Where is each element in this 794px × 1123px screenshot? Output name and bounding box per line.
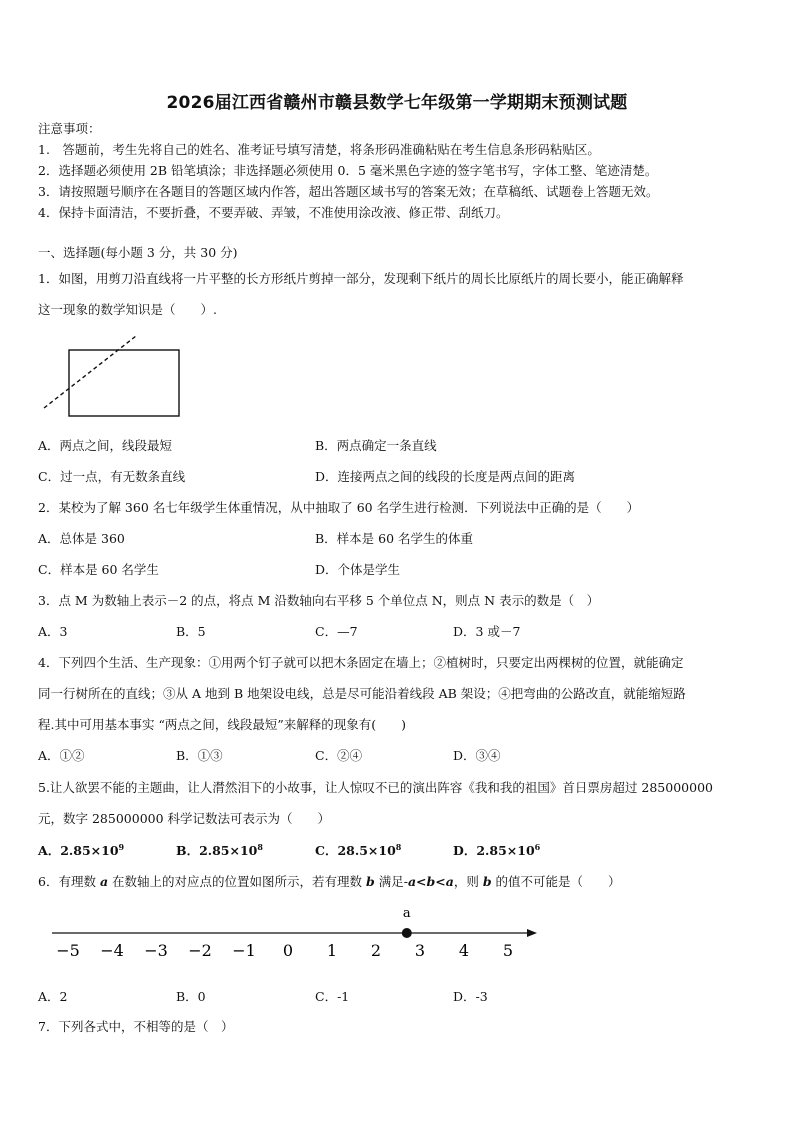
q6-number-line: [40, 900, 550, 970]
cut-line: [44, 336, 136, 408]
point-a-label: a: [402, 906, 411, 921]
tick-label: 1: [326, 941, 338, 960]
tick-label: 4: [458, 941, 470, 960]
q2-option-d[interactable]: D．个体是学生: [315, 562, 401, 577]
number-line-arrow: [527, 929, 537, 937]
q6-option-b[interactable]: B．0: [176, 989, 206, 1004]
q6-option-a[interactable]: A．2: [38, 989, 68, 1004]
q6-option-c[interactable]: C．-1: [315, 989, 350, 1004]
tick-label: −5: [56, 941, 80, 960]
q5-option-d-exponent: 6: [534, 841, 541, 852]
q6-var-b: b: [366, 874, 375, 889]
q5-option-b[interactable]: [176, 843, 263, 859]
q6-stem-part2: 在数轴上的对应点的位置如图所示，若有理数: [108, 874, 366, 889]
paper-rectangle: [69, 350, 179, 416]
q5-option-a-base: A．2.85×10: [38, 843, 119, 858]
q1-rectangle-figure: [40, 334, 190, 424]
q5-option-d[interactable]: [453, 843, 540, 859]
notice-item-4: 4．保持卡面清洁，不要折叠，不要弄破、弄皱，不准使用涂改液、修正带、刮纸刀。: [38, 205, 509, 220]
q4-stem-line1: 4．下列四个生活、生产现象：①用两个钉子就可以把木条固定在墙上；②植树时，只要定出两棵树的位置，就能确定: [38, 655, 684, 670]
tick-label: −1: [232, 941, 256, 960]
q5-option-a[interactable]: [38, 843, 124, 859]
q6-option-d[interactable]: D．-3: [453, 989, 488, 1004]
q1-stem-line1: 1．如图，用剪刀沿直线将一片平整的长方形纸片剪掉一部分，发现剩下纸片的周长比原纸片的周长要小，能正确解释: [38, 271, 684, 286]
q5-option-a-exponent: 9: [118, 841, 125, 852]
q2-option-b[interactable]: B．样本是 60 名学生的体重: [315, 531, 474, 546]
q4-stem-line3: 程.其中可用基本事实 “两点之间，线段最短”来解释的现象有( ): [38, 717, 406, 732]
q2-option-c[interactable]: C．样本是 60 名学生: [38, 562, 159, 577]
q2-option-a[interactable]: A．总体是 360: [38, 531, 125, 546]
notice-heading: 注意事项：: [38, 121, 101, 136]
q7-stem: 7．下列各式中，不相等的是（ ）: [38, 1019, 234, 1034]
q5-option-c-exponent: 8: [395, 841, 402, 852]
q5-option-d-base: D．2.85×10: [453, 843, 535, 858]
q5-option-c-base: C．28.5×10: [315, 843, 396, 858]
q3-option-b[interactable]: B．5: [176, 624, 206, 639]
q1-option-b[interactable]: B．两点确定一条直线: [315, 438, 437, 453]
q5-option-b-base: B．2.85×10: [176, 843, 258, 858]
notice-item-3: 3．请按照题号顺序在各题目的答题区域内作答，超出答题区域书写的答案无效；在草稿纸、试题卷上答题无效。: [38, 184, 659, 199]
tick-label: −4: [100, 941, 124, 960]
q4-option-c[interactable]: C．②④: [315, 748, 363, 763]
q4-option-b[interactable]: B．①③: [176, 748, 223, 763]
q4-option-d[interactable]: D．③④: [453, 748, 501, 763]
tick-label: 5: [502, 941, 514, 960]
section-heading: 一、选择题(每小题 3 分，共 30 分): [38, 245, 238, 260]
q5-stem-line2: 元，数字 285000000 科学记数法可表示为（ ）: [38, 811, 331, 826]
notice-item-1: 1. 答题前，考生先将自己的姓名、准考证号填写清楚，将条形码准确粘贴在考生信息条形码粘贴区。: [38, 142, 600, 157]
q6-stem-part3: 满足-: [374, 874, 408, 889]
q6-var-a: a: [99, 874, 109, 889]
q1-option-c[interactable]: C．过一点，有无数条直线: [38, 469, 186, 484]
tick-label: 0: [282, 941, 294, 960]
number-line-ticks: [56, 941, 513, 960]
q3-option-d[interactable]: D．3 或－7: [453, 624, 521, 639]
tick-label: 3: [414, 941, 426, 960]
q6-stem-part4: ，则: [453, 874, 483, 889]
q1-option-a[interactable]: A．两点之间，线段最短: [38, 438, 173, 453]
page-title: 2026届江西省赣州市赣县数学七年级第一学期期末预测试题: [166, 93, 628, 113]
q3-stem: 3．点 M 为数轴上表示－2 的点，将点 M 沿数轴向右平移 5 个单位点 N，则点 N 表示的数是（ ）: [38, 593, 600, 608]
q2-stem: 2．某校为了解 360 名七年级学生体重情况，从中抽取了 60 名学生进行检测．下列说法中正确的是（ ）: [38, 500, 640, 515]
tick-label: 2: [370, 941, 382, 960]
point-a-marker: [402, 928, 412, 938]
q5-option-b-exponent: 8: [257, 841, 263, 852]
notice-item-2: 2．选择题必须使用 2B 铅笔填涂；非选择题必须使用 0．5 毫米黑色字迹的签字笔书写，字体工整、笔迹清楚。: [38, 163, 658, 178]
q6-stem: [38, 874, 621, 890]
q6-var-b-2: b: [482, 874, 492, 889]
q6-stem-part5: 的值不可能是（ ）: [491, 874, 621, 889]
q6-stem-part1: 6．有理数: [38, 874, 100, 889]
q3-option-c[interactable]: C．—7: [315, 624, 358, 639]
q4-option-a[interactable]: A．①②: [38, 748, 85, 763]
tick-label: −2: [188, 941, 212, 960]
q4-stem-line2: 同一行树所在的直线；③从 A 地到 B 地架设电线，总是尽可能沿着线段 AB 架设；④把弯曲的公路改直，就能缩短路: [38, 686, 686, 701]
tick-label: −3: [144, 941, 168, 960]
q5-stem-line1: 5.让人欲罢不能的主题曲，让人潸然泪下的小故事，让人惊叹不已的演出阵容《我和我的祖国》首日票房超过 285000000: [38, 780, 713, 795]
q1-stem-line2: 这一现象的数学知识是（ ）.: [38, 302, 217, 317]
q5-option-c[interactable]: [315, 843, 401, 859]
q3-option-a[interactable]: A．3: [38, 624, 68, 639]
q6-inequality: a<b<a: [407, 874, 454, 889]
q1-option-d[interactable]: D．连接两点之间的线段的长度是两点间的距离: [315, 469, 576, 484]
